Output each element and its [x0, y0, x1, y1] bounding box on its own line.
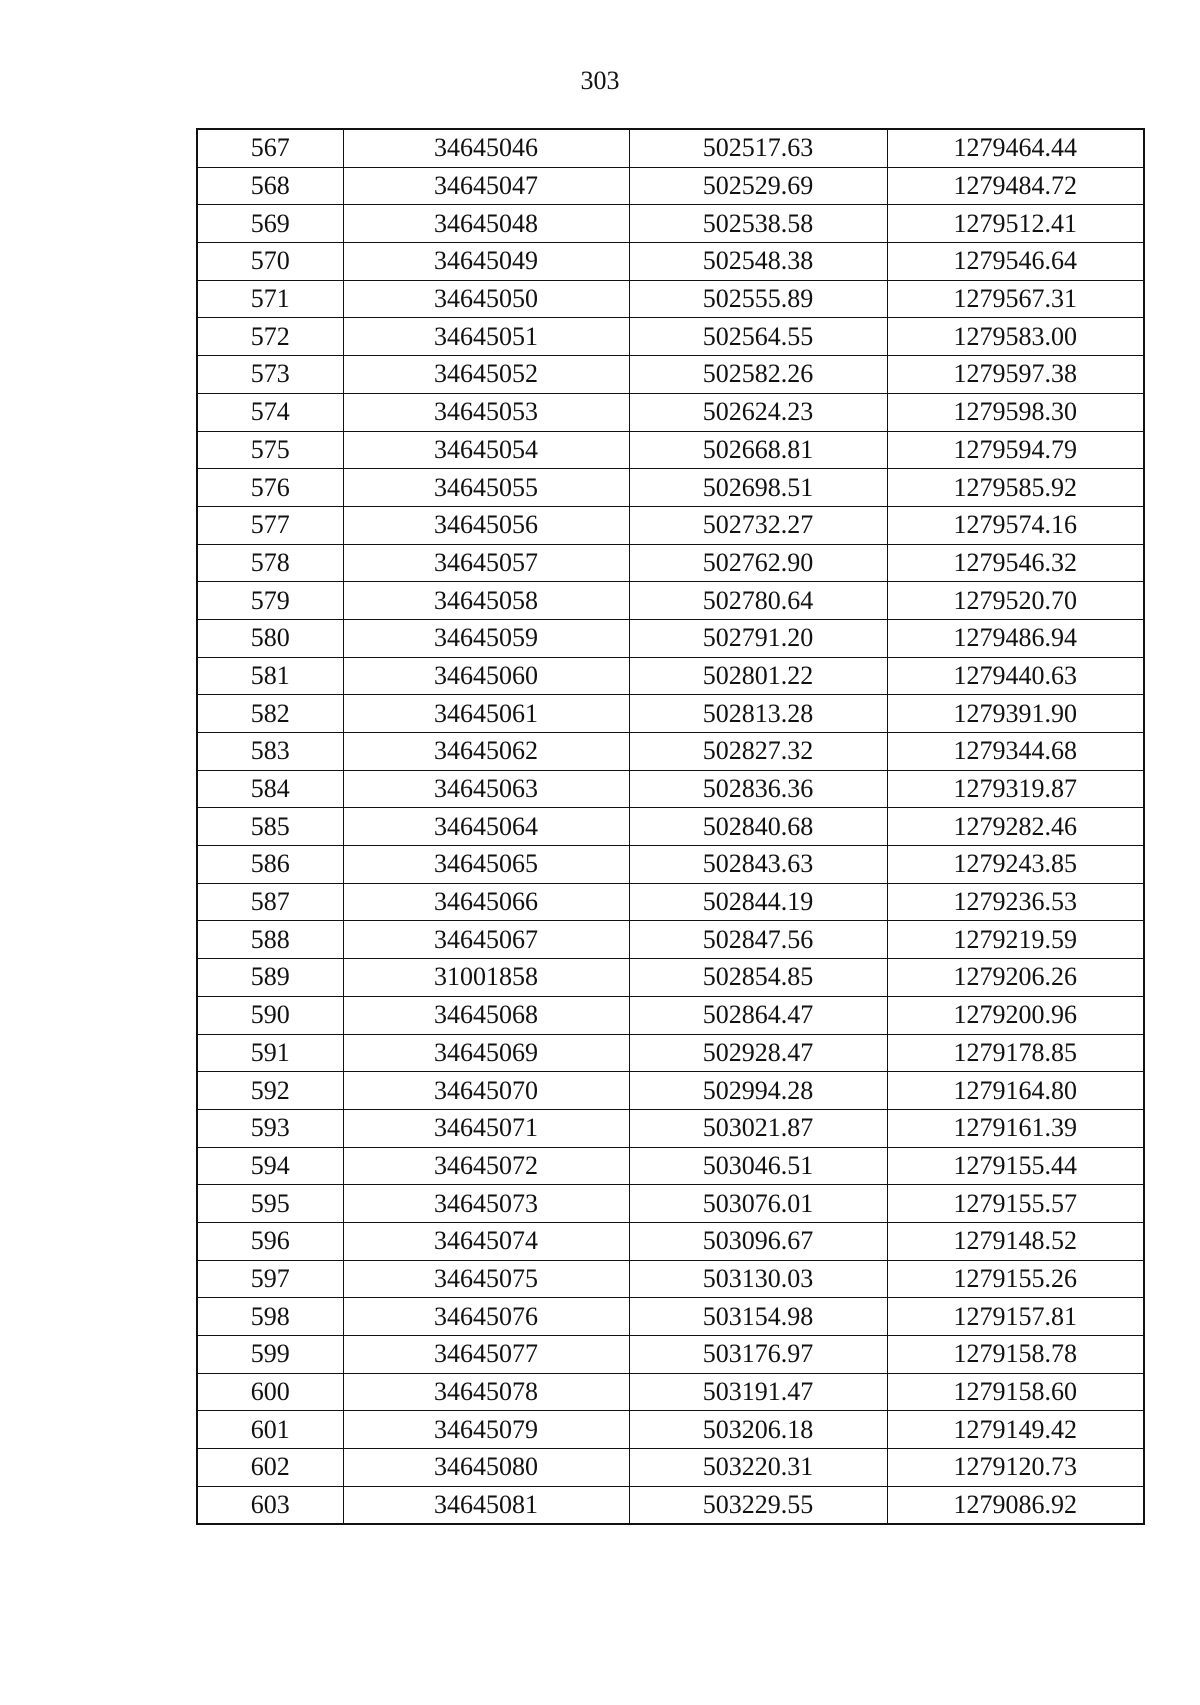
point-id-cell: 34645061	[343, 695, 629, 733]
point-id-cell: 34645060	[343, 657, 629, 695]
table-row	[197, 733, 1144, 771]
point-number-cell: 594	[197, 1147, 343, 1185]
table-row	[197, 1373, 1144, 1411]
point-number-cell: 568	[197, 167, 343, 205]
y-coordinate-cell: 1279178.85	[887, 1034, 1144, 1072]
point-number-cell: 598	[197, 1298, 343, 1336]
point-id-cell: 34645069	[343, 1034, 629, 1072]
y-coordinate-cell: 1279236.53	[887, 883, 1144, 921]
point-number-cell: 585	[197, 808, 343, 846]
y-coordinate-cell: 1279158.60	[887, 1373, 1144, 1411]
y-coordinate-cell: 1279319.87	[887, 770, 1144, 808]
x-coordinate-cell: 503076.01	[629, 1185, 887, 1223]
y-coordinate-cell: 1279574.16	[887, 506, 1144, 544]
point-number-cell: 570	[197, 243, 343, 281]
y-coordinate-cell: 1279200.96	[887, 996, 1144, 1034]
y-coordinate-cell: 1279546.32	[887, 544, 1144, 582]
point-id-cell: 34645077	[343, 1336, 629, 1374]
x-coordinate-cell: 502529.69	[629, 167, 887, 205]
table-row	[197, 356, 1144, 394]
point-id-cell: 34645074	[343, 1222, 629, 1260]
table-row	[197, 129, 1144, 167]
table-row	[197, 846, 1144, 884]
table-row	[197, 959, 1144, 997]
point-id-cell: 34645062	[343, 733, 629, 771]
x-coordinate-cell: 502791.20	[629, 619, 887, 657]
table-row	[197, 167, 1144, 205]
point-id-cell: 31001858	[343, 959, 629, 997]
table-row	[197, 996, 1144, 1034]
point-id-cell: 34645070	[343, 1072, 629, 1110]
x-coordinate-cell: 502780.64	[629, 582, 887, 620]
point-id-cell: 34645063	[343, 770, 629, 808]
y-coordinate-cell: 1279164.80	[887, 1072, 1144, 1110]
x-coordinate-cell: 502813.28	[629, 695, 887, 733]
point-id-cell: 34645056	[343, 506, 629, 544]
table-row	[197, 1072, 1144, 1110]
x-coordinate-cell: 502698.51	[629, 469, 887, 507]
x-coordinate-cell: 502843.63	[629, 846, 887, 884]
y-coordinate-cell: 1279344.68	[887, 733, 1144, 771]
y-coordinate-cell: 1279086.92	[887, 1486, 1144, 1524]
x-coordinate-cell: 503206.18	[629, 1411, 887, 1449]
point-number-cell: 581	[197, 657, 343, 695]
point-id-cell: 34645067	[343, 921, 629, 959]
table-row	[197, 808, 1144, 846]
x-coordinate-cell: 503046.51	[629, 1147, 887, 1185]
point-number-cell: 603	[197, 1486, 343, 1524]
table-row	[197, 1034, 1144, 1072]
x-coordinate-cell: 502840.68	[629, 808, 887, 846]
point-number-cell: 588	[197, 921, 343, 959]
table-row	[197, 921, 1144, 959]
point-number-cell: 580	[197, 619, 343, 657]
y-coordinate-cell: 1279148.52	[887, 1222, 1144, 1260]
point-number-cell: 586	[197, 846, 343, 884]
table-row	[197, 619, 1144, 657]
table-row	[197, 1336, 1144, 1374]
point-number-cell: 593	[197, 1109, 343, 1147]
table-row	[197, 1298, 1144, 1336]
point-number-cell: 600	[197, 1373, 343, 1411]
point-id-cell: 34645071	[343, 1109, 629, 1147]
table-row	[197, 544, 1144, 582]
y-coordinate-cell: 1279598.30	[887, 393, 1144, 431]
table-row	[197, 318, 1144, 356]
point-number-cell: 578	[197, 544, 343, 582]
x-coordinate-cell: 502864.47	[629, 996, 887, 1034]
x-coordinate-cell: 503220.31	[629, 1449, 887, 1487]
point-number-cell: 596	[197, 1222, 343, 1260]
x-coordinate-cell: 502836.36	[629, 770, 887, 808]
table-row	[197, 506, 1144, 544]
point-id-cell: 34645075	[343, 1260, 629, 1298]
point-number-cell: 571	[197, 280, 343, 318]
x-coordinate-cell: 503154.98	[629, 1298, 887, 1336]
x-coordinate-cell: 503176.97	[629, 1336, 887, 1374]
x-coordinate-cell: 502854.85	[629, 959, 887, 997]
y-coordinate-cell: 1279520.70	[887, 582, 1144, 620]
y-coordinate-cell: 1279585.92	[887, 469, 1144, 507]
y-coordinate-cell: 1279158.78	[887, 1336, 1144, 1374]
x-coordinate-cell: 502517.63	[629, 129, 887, 167]
point-id-cell: 34645058	[343, 582, 629, 620]
y-coordinate-cell: 1279206.26	[887, 959, 1144, 997]
table-row	[197, 280, 1144, 318]
y-coordinate-cell: 1279161.39	[887, 1109, 1144, 1147]
point-id-cell: 34645047	[343, 167, 629, 205]
point-number-cell: 601	[197, 1411, 343, 1449]
table-row	[197, 431, 1144, 469]
y-coordinate-cell: 1279243.85	[887, 846, 1144, 884]
table-row	[197, 1147, 1144, 1185]
point-number-cell: 583	[197, 733, 343, 771]
point-id-cell: 34645064	[343, 808, 629, 846]
point-id-cell: 34645072	[343, 1147, 629, 1185]
x-coordinate-cell: 502994.28	[629, 1072, 887, 1110]
table-row	[197, 1449, 1144, 1487]
point-id-cell: 34645051	[343, 318, 629, 356]
point-id-cell: 34645055	[343, 469, 629, 507]
y-coordinate-cell: 1279219.59	[887, 921, 1144, 959]
y-coordinate-cell: 1279464.44	[887, 129, 1144, 167]
x-coordinate-cell: 502762.90	[629, 544, 887, 582]
table-row	[197, 1486, 1144, 1524]
point-number-cell: 573	[197, 356, 343, 394]
y-coordinate-cell: 1279155.44	[887, 1147, 1144, 1185]
x-coordinate-cell: 502538.58	[629, 205, 887, 243]
point-id-cell: 34645052	[343, 356, 629, 394]
table-row	[197, 469, 1144, 507]
x-coordinate-cell: 502668.81	[629, 431, 887, 469]
x-coordinate-cell: 502844.19	[629, 883, 887, 921]
table-row	[197, 393, 1144, 431]
point-id-cell: 34645076	[343, 1298, 629, 1336]
point-id-cell: 34645066	[343, 883, 629, 921]
y-coordinate-cell: 1279120.73	[887, 1449, 1144, 1487]
x-coordinate-cell: 502801.22	[629, 657, 887, 695]
point-number-cell: 587	[197, 883, 343, 921]
x-coordinate-cell: 502928.47	[629, 1034, 887, 1072]
table-row	[197, 657, 1144, 695]
y-coordinate-cell: 1279546.64	[887, 243, 1144, 281]
point-number-cell: 590	[197, 996, 343, 1034]
point-number-cell: 584	[197, 770, 343, 808]
x-coordinate-cell: 503229.55	[629, 1486, 887, 1524]
y-coordinate-cell: 1279583.00	[887, 318, 1144, 356]
point-number-cell: 576	[197, 469, 343, 507]
point-number-cell: 567	[197, 129, 343, 167]
point-id-cell: 34645068	[343, 996, 629, 1034]
point-number-cell: 569	[197, 205, 343, 243]
point-id-cell: 34645079	[343, 1411, 629, 1449]
point-id-cell: 34645057	[343, 544, 629, 582]
point-number-cell: 572	[197, 318, 343, 356]
y-coordinate-cell: 1279157.81	[887, 1298, 1144, 1336]
x-coordinate-cell: 503191.47	[629, 1373, 887, 1411]
point-id-cell: 34645053	[343, 393, 629, 431]
point-id-cell: 34645050	[343, 280, 629, 318]
point-number-cell: 602	[197, 1449, 343, 1487]
page-number: 303	[580, 66, 620, 95]
point-number-cell: 577	[197, 506, 343, 544]
table-row	[197, 770, 1144, 808]
table-row	[197, 243, 1144, 281]
point-id-cell: 34645048	[343, 205, 629, 243]
x-coordinate-cell: 502564.55	[629, 318, 887, 356]
point-number-cell: 574	[197, 393, 343, 431]
x-coordinate-cell: 502548.38	[629, 243, 887, 281]
y-coordinate-cell: 1279155.57	[887, 1185, 1144, 1223]
point-id-cell: 34645059	[343, 619, 629, 657]
x-coordinate-cell: 502624.23	[629, 393, 887, 431]
table-row	[197, 1222, 1144, 1260]
y-coordinate-cell: 1279597.38	[887, 356, 1144, 394]
point-id-cell: 34645078	[343, 1373, 629, 1411]
point-id-cell: 34645049	[343, 243, 629, 281]
y-coordinate-cell: 1279486.94	[887, 619, 1144, 657]
y-coordinate-cell: 1279512.41	[887, 205, 1144, 243]
x-coordinate-cell: 502555.89	[629, 280, 887, 318]
x-coordinate-cell: 503130.03	[629, 1260, 887, 1298]
table-body	[197, 129, 1144, 1524]
point-id-cell: 34645065	[343, 846, 629, 884]
table-row	[197, 1109, 1144, 1147]
x-coordinate-cell: 502847.56	[629, 921, 887, 959]
y-coordinate-cell: 1279155.26	[887, 1260, 1144, 1298]
point-number-cell: 589	[197, 959, 343, 997]
y-coordinate-cell: 1279149.42	[887, 1411, 1144, 1449]
point-number-cell: 597	[197, 1260, 343, 1298]
point-number-cell: 591	[197, 1034, 343, 1072]
table-row	[197, 695, 1144, 733]
x-coordinate-cell: 502582.26	[629, 356, 887, 394]
x-coordinate-cell: 502732.27	[629, 506, 887, 544]
y-coordinate-cell: 1279567.31	[887, 280, 1144, 318]
y-coordinate-cell: 1279391.90	[887, 695, 1144, 733]
point-id-cell: 34645073	[343, 1185, 629, 1223]
coordinates-table	[196, 128, 1145, 1525]
y-coordinate-cell: 1279484.72	[887, 167, 1144, 205]
y-coordinate-cell: 1279440.63	[887, 657, 1144, 695]
point-id-cell: 34645080	[343, 1449, 629, 1487]
x-coordinate-cell: 503021.87	[629, 1109, 887, 1147]
table-row	[197, 1185, 1144, 1223]
point-id-cell: 34645054	[343, 431, 629, 469]
y-coordinate-cell: 1279282.46	[887, 808, 1144, 846]
x-coordinate-cell: 502827.32	[629, 733, 887, 771]
point-number-cell: 592	[197, 1072, 343, 1110]
table-row	[197, 883, 1144, 921]
point-number-cell: 575	[197, 431, 343, 469]
table-row	[197, 582, 1144, 620]
point-number-cell: 595	[197, 1185, 343, 1223]
x-coordinate-cell: 503096.67	[629, 1222, 887, 1260]
table-row	[197, 1260, 1144, 1298]
point-number-cell: 599	[197, 1336, 343, 1374]
y-coordinate-cell: 1279594.79	[887, 431, 1144, 469]
table-row	[197, 1411, 1144, 1449]
point-id-cell: 34645046	[343, 129, 629, 167]
table-row	[197, 205, 1144, 243]
point-id-cell: 34645081	[343, 1486, 629, 1524]
point-number-cell: 582	[197, 695, 343, 733]
point-number-cell: 579	[197, 582, 343, 620]
